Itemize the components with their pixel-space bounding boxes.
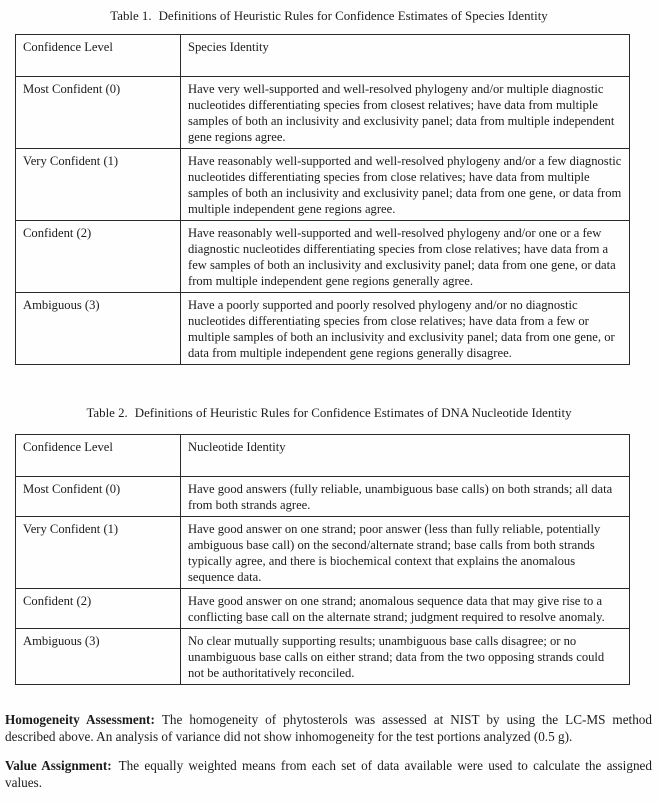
confidence-level-cell: Ambiguous (3)	[16, 293, 181, 365]
table-row	[16, 149, 630, 221]
confidence-level-cell: Ambiguous (3)	[16, 629, 181, 685]
definition-cell: Have very well-supported and well-resolved phylogeny and/or multiple diagnostic nucleotides differentiating species from closest relatives; have data from multiple samples of both an inclusivity and exclusivity panel; data from multiple independent gene regions agree.	[181, 77, 630, 149]
table2-section	[0, 405, 658, 685]
definition-cell: Have good answers (fully reliable, unambiguous base calls) on both strands; all data from both strands agree.	[181, 477, 630, 517]
table1-title-label: Table 1.	[110, 9, 152, 23]
confidence-level-cell: Confident (2)	[16, 589, 181, 629]
value-assignment-paragraph	[5, 757, 652, 791]
homogeneity-assessment-label: Homogeneity Assessment:	[5, 712, 155, 727]
definition-cell: Have reasonably well-supported and well-resolved phylogeny and/or a few diagnostic nucleotides differentiating species from close relatives; have data from multiple samples of both an inclusivity and exclusivity panel; data from one gene, or data from multiple independent gene regions agree.	[181, 149, 630, 221]
confidence-level-cell: Very Confident (1)	[16, 149, 181, 221]
confidence-level-cell: Most Confident (0)	[16, 477, 181, 517]
table2-title-label: Table 2.	[86, 406, 128, 420]
table2-title	[0, 405, 658, 421]
homogeneity-assessment-paragraph	[5, 711, 652, 745]
table2-header-nucleotide-identity: Nucleotide Identity	[181, 435, 630, 477]
table-row	[16, 221, 630, 293]
confidence-level-cell: Very Confident (1)	[16, 517, 181, 589]
table-row	[16, 629, 630, 685]
table2-header-confidence-level: Confidence Level	[16, 435, 181, 477]
table2-nucleotide-identity	[15, 434, 630, 685]
value-assignment-text: The equally weighted means from each set of data available were used to calculate the assigned values.	[5, 758, 652, 790]
table2-header-row	[16, 435, 630, 477]
confidence-level-cell: Confident (2)	[16, 221, 181, 293]
definition-cell: Have a poorly supported and poorly resolved phylogeny and/or no diagnostic nucleotides differentiating species from close relatives; have data from a few or multiple samples of both an inclusivity and exclusivity panel; data from one gene, or data from multiple independent gene regions generally disagree.	[181, 293, 630, 365]
table-row	[16, 293, 630, 365]
table-row	[16, 477, 630, 517]
table2-title-text: Definitions of Heuristic Rules for Confidence Estimates of DNA Nucleotide Identity	[134, 406, 572, 420]
table-row	[16, 589, 630, 629]
table1-section	[0, 8, 658, 365]
table1-header-confidence-level: Confidence Level	[16, 35, 181, 77]
table1-title-text: Definitions of Heuristic Rules for Confidence Estimates of Species Identity	[158, 9, 548, 23]
table-row	[16, 517, 630, 589]
homogeneity-assessment-text: The homogeneity of phytosterols was assessed at NIST by using the LC-MS method described above. An analysis of variance did not show inhomogeneity for the test portions analyzed (0.5 g).	[5, 712, 652, 744]
table1-species-identity	[15, 34, 630, 365]
value-assignment-label: Value Assignment:	[5, 758, 112, 773]
table1-header-species-identity: Species Identity	[181, 35, 630, 77]
confidence-level-cell: Most Confident (0)	[16, 77, 181, 149]
definition-cell: Have reasonably well-supported and well-resolved phylogeny and/or one or a few diagnostic nucleotides differentiating species from close relatives; have data from a few samples of both an inclusivity and exclusivity panel; data from one gene, or data from multiple independent gene regions generally agree.	[181, 221, 630, 293]
table-row	[16, 77, 630, 149]
table1-title	[0, 8, 658, 24]
definition-cell: No clear mutually supporting results; unambiguous base calls disagree; or no unambiguous base calls on either strand; data from the two opposing strands could not be authoritatively reconciled.	[181, 629, 630, 685]
table1-header-row	[16, 35, 630, 77]
definition-cell: Have good answer on one strand; anomalous sequence data that may give rise to a conflicting base call on the alternate strand; judgment required to resolve anomaly.	[181, 589, 630, 629]
definition-cell: Have good answer on one strand; poor answer (less than fully reliable, potentially ambiguous base call) on the second/alternate strand; base calls from both strands typically agree, and there is biochemical context that explains the anomalous sequence data.	[181, 517, 630, 589]
